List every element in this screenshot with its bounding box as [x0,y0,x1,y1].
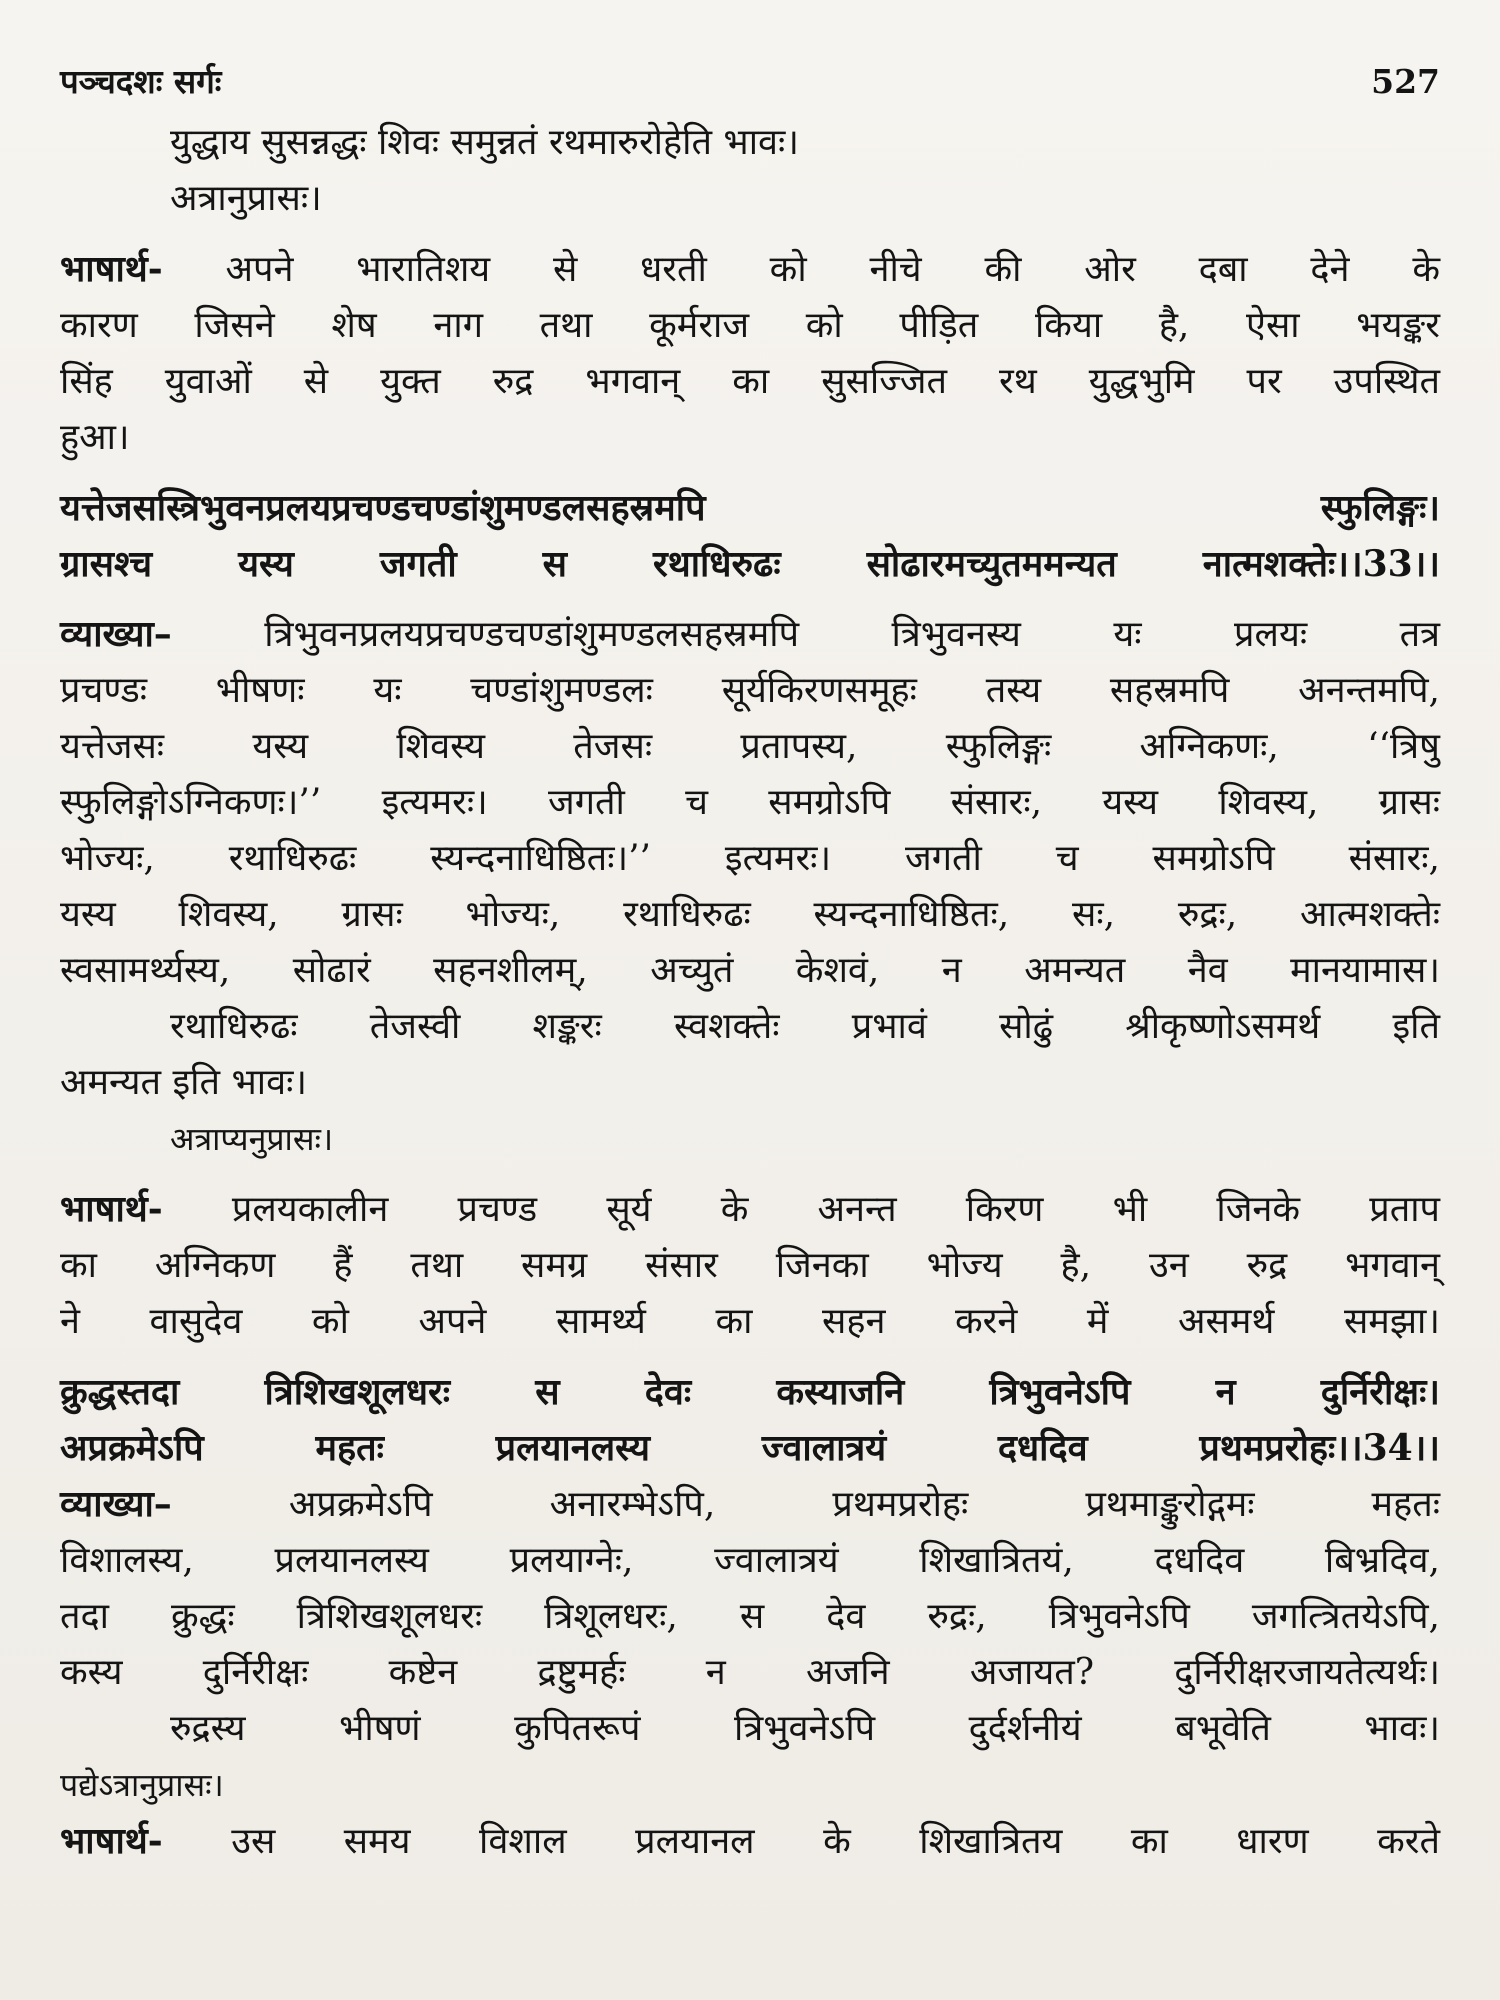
bhavartha-text: उस समय विशाल प्रलयानल के शिखात्रितय का धारण करते [231,1821,1440,1862]
vyakhya-text: यस्य शिवस्य, ग्रासः भोज्यः, रथाधिरुढः स्यन्दनाधिष्ठितः, सः, रुद्रः, आत्मशक्तेः [60,894,1440,935]
vyakhya-text: रथाधिरुढः तेजस्वी शङ्करः स्वशक्तेः प्रभावं सोढुं श्रीकृष्णोऽसमर्थ इति [170,1006,1440,1047]
page-header [60,58,1440,103]
bhavartha-label: भाषार्थ- [60,248,163,290]
verse-34 [60,1364,1440,1476]
verse-line: ग्रासश्च यस्य जगती स रथाधिरुढः सोढारमच्युतममन्यत नात्मशक्तेः।।33।। [60,543,1440,585]
vyakhya-33 [60,606,1440,1167]
verse-line: अप्रक्रमेऽपि महतः प्रलयानलस्य ज्वालात्रयं दधदिव प्रथमप्ररोहः।।34।। [60,1427,1440,1469]
bhavartha-text: का अग्निकण हैं तथा समग्र संसार जिनका भोज्य है, उन रुद्र भगवान् [60,1245,1440,1286]
bhavartha-label: भाषार्थ- [60,1188,163,1230]
vyakhya-label: व्याख्या– [60,1483,172,1525]
figure-of-speech-note: अत्राप्यनुप्रासः। [170,1120,334,1158]
bhavartha-text: प्रलयकालीन प्रचण्ड सूर्य के अनन्त किरण भी जिनके प्रताप [231,1189,1440,1230]
bhavartha-paragraph-34 [60,1813,1440,1870]
vyakhya-text: तदा क्रुद्धः त्रिशिखशूलधरः त्रिशूलधरः, स देव रुद्रः, त्रिभुवनेऽपि जगत्त्रितयेऽपि, [60,1596,1440,1637]
bhavartha-paragraph-33 [60,1181,1440,1350]
vyakhya-label: व्याख्या– [60,613,172,655]
commentary-line: युद्धाय सुसन्नद्धः शिवः समुन्नतं रथमारुरोहेति भावः। [170,122,799,163]
vyakhya-text: भोज्यः, रथाधिरुढः स्यन्दनाधिष्ठितः।’’ इत्यमरः। जगती च समग्रोऽपि संसारः, [60,838,1440,879]
bhavartha-text: सिंह युवाओं से युक्त रुद्र भगवान् का सुसज्जित रथ युद्धभुमि पर उपस्थित [60,361,1440,402]
vyakhya-text: अमन्यत इति भावः। [60,1062,308,1103]
vyakhya-text: यत्तेजसः यस्य शिवस्य तेजसः प्रतापस्य, स्फुलिङ्गः अग्निकणः, ‘‘त्रिषु [60,726,1440,767]
vyakhya-text: रुद्रस्य भीषणं कुपितरूपं त्रिभुवनेऽपि दुर्दर्शनीयं बभूवेति भावः। [170,1708,1440,1749]
commentary-end-block [60,115,1440,227]
figure-of-speech-note: अत्रानुप्रासः। [170,178,322,219]
figure-of-speech-note: पद्येऽत्रानुप्रासः। [60,1766,224,1804]
verse-33 [60,480,1440,592]
bhavartha-text: ने वासुदेव को अपने सामर्थ्य का सहन करने में असमर्थ समझा। [60,1301,1440,1342]
verse-line: यत्तेजसस्त्रिभुवनप्रलयप्रचण्डचण्डांशुमण्डलसहस्रमपि स्फुलिङ्गः। [60,487,1440,529]
bhavartha-text: हुआ। [60,417,130,458]
bhavartha-paragraph-1 [60,241,1440,466]
vyakhya-text: प्रचण्डः भीषणः यः चण्डांशुमण्डलः सूर्यकिरणसमूहः तस्य सहस्रमपि अनन्तमपि, [60,670,1440,711]
vyakhya-text: अप्रक्रमेऽपि अनारम्भेऽपि, प्रथमप्ररोहः प्रथमाङ्कुरोद्गमः महतः [288,1484,1440,1525]
verse-line: क्रुद्धस्तदा त्रिशिखशूलधरः स देवः कस्याजनि त्रिभुवनेऽपि न दुर्निरीक्षः। [60,1371,1440,1413]
vyakhya-text: त्रिभुवनप्रलयप्रचण्डचण्डांशुमण्डलसहस्रमपि त्रिभुवनस्य यः प्रलयः तत्र [264,614,1440,655]
vyakhya-text: स्वसामर्थ्यस्य, सोढारं सहनशीलम्, अच्युतं केशवं, न अमन्यत नैव मानयामास। [60,950,1440,991]
page-number: 527 [1371,62,1440,101]
bhavartha-label: भाषार्थ- [60,1820,163,1862]
bhavartha-text: अपने भारातिशय से धरती को नीचे की ओर दबा देने के [225,249,1440,290]
vyakhya-34 [60,1476,1440,1813]
vyakhya-text: कस्य दुर्निरीक्षः कष्टेन द्रष्टुमर्हः न अजनि अजायत? दुर्निरीक्षरजायतेत्यर्थः। [60,1652,1440,1693]
bhavartha-text: कारण जिसने शेष नाग तथा कूर्मराज को पीड़ित किया है, ऐसा भयङ्कर [60,305,1440,346]
chapter-title: पञ्चदशः सर्गः [60,62,222,101]
vyakhya-text: स्फुलिङ्गोऽग्निकणः।’’ इत्यमरः। जगती च समग्रोऽपि संसारः, यस्य शिवस्य, ग्रासः [60,782,1440,823]
vyakhya-text: विशालस्य, प्रलयानलस्य प्रलयाग्नेः, ज्वालात्रयं शिखात्रितयं, दधदिव बिभ्रदिव, [60,1540,1440,1581]
